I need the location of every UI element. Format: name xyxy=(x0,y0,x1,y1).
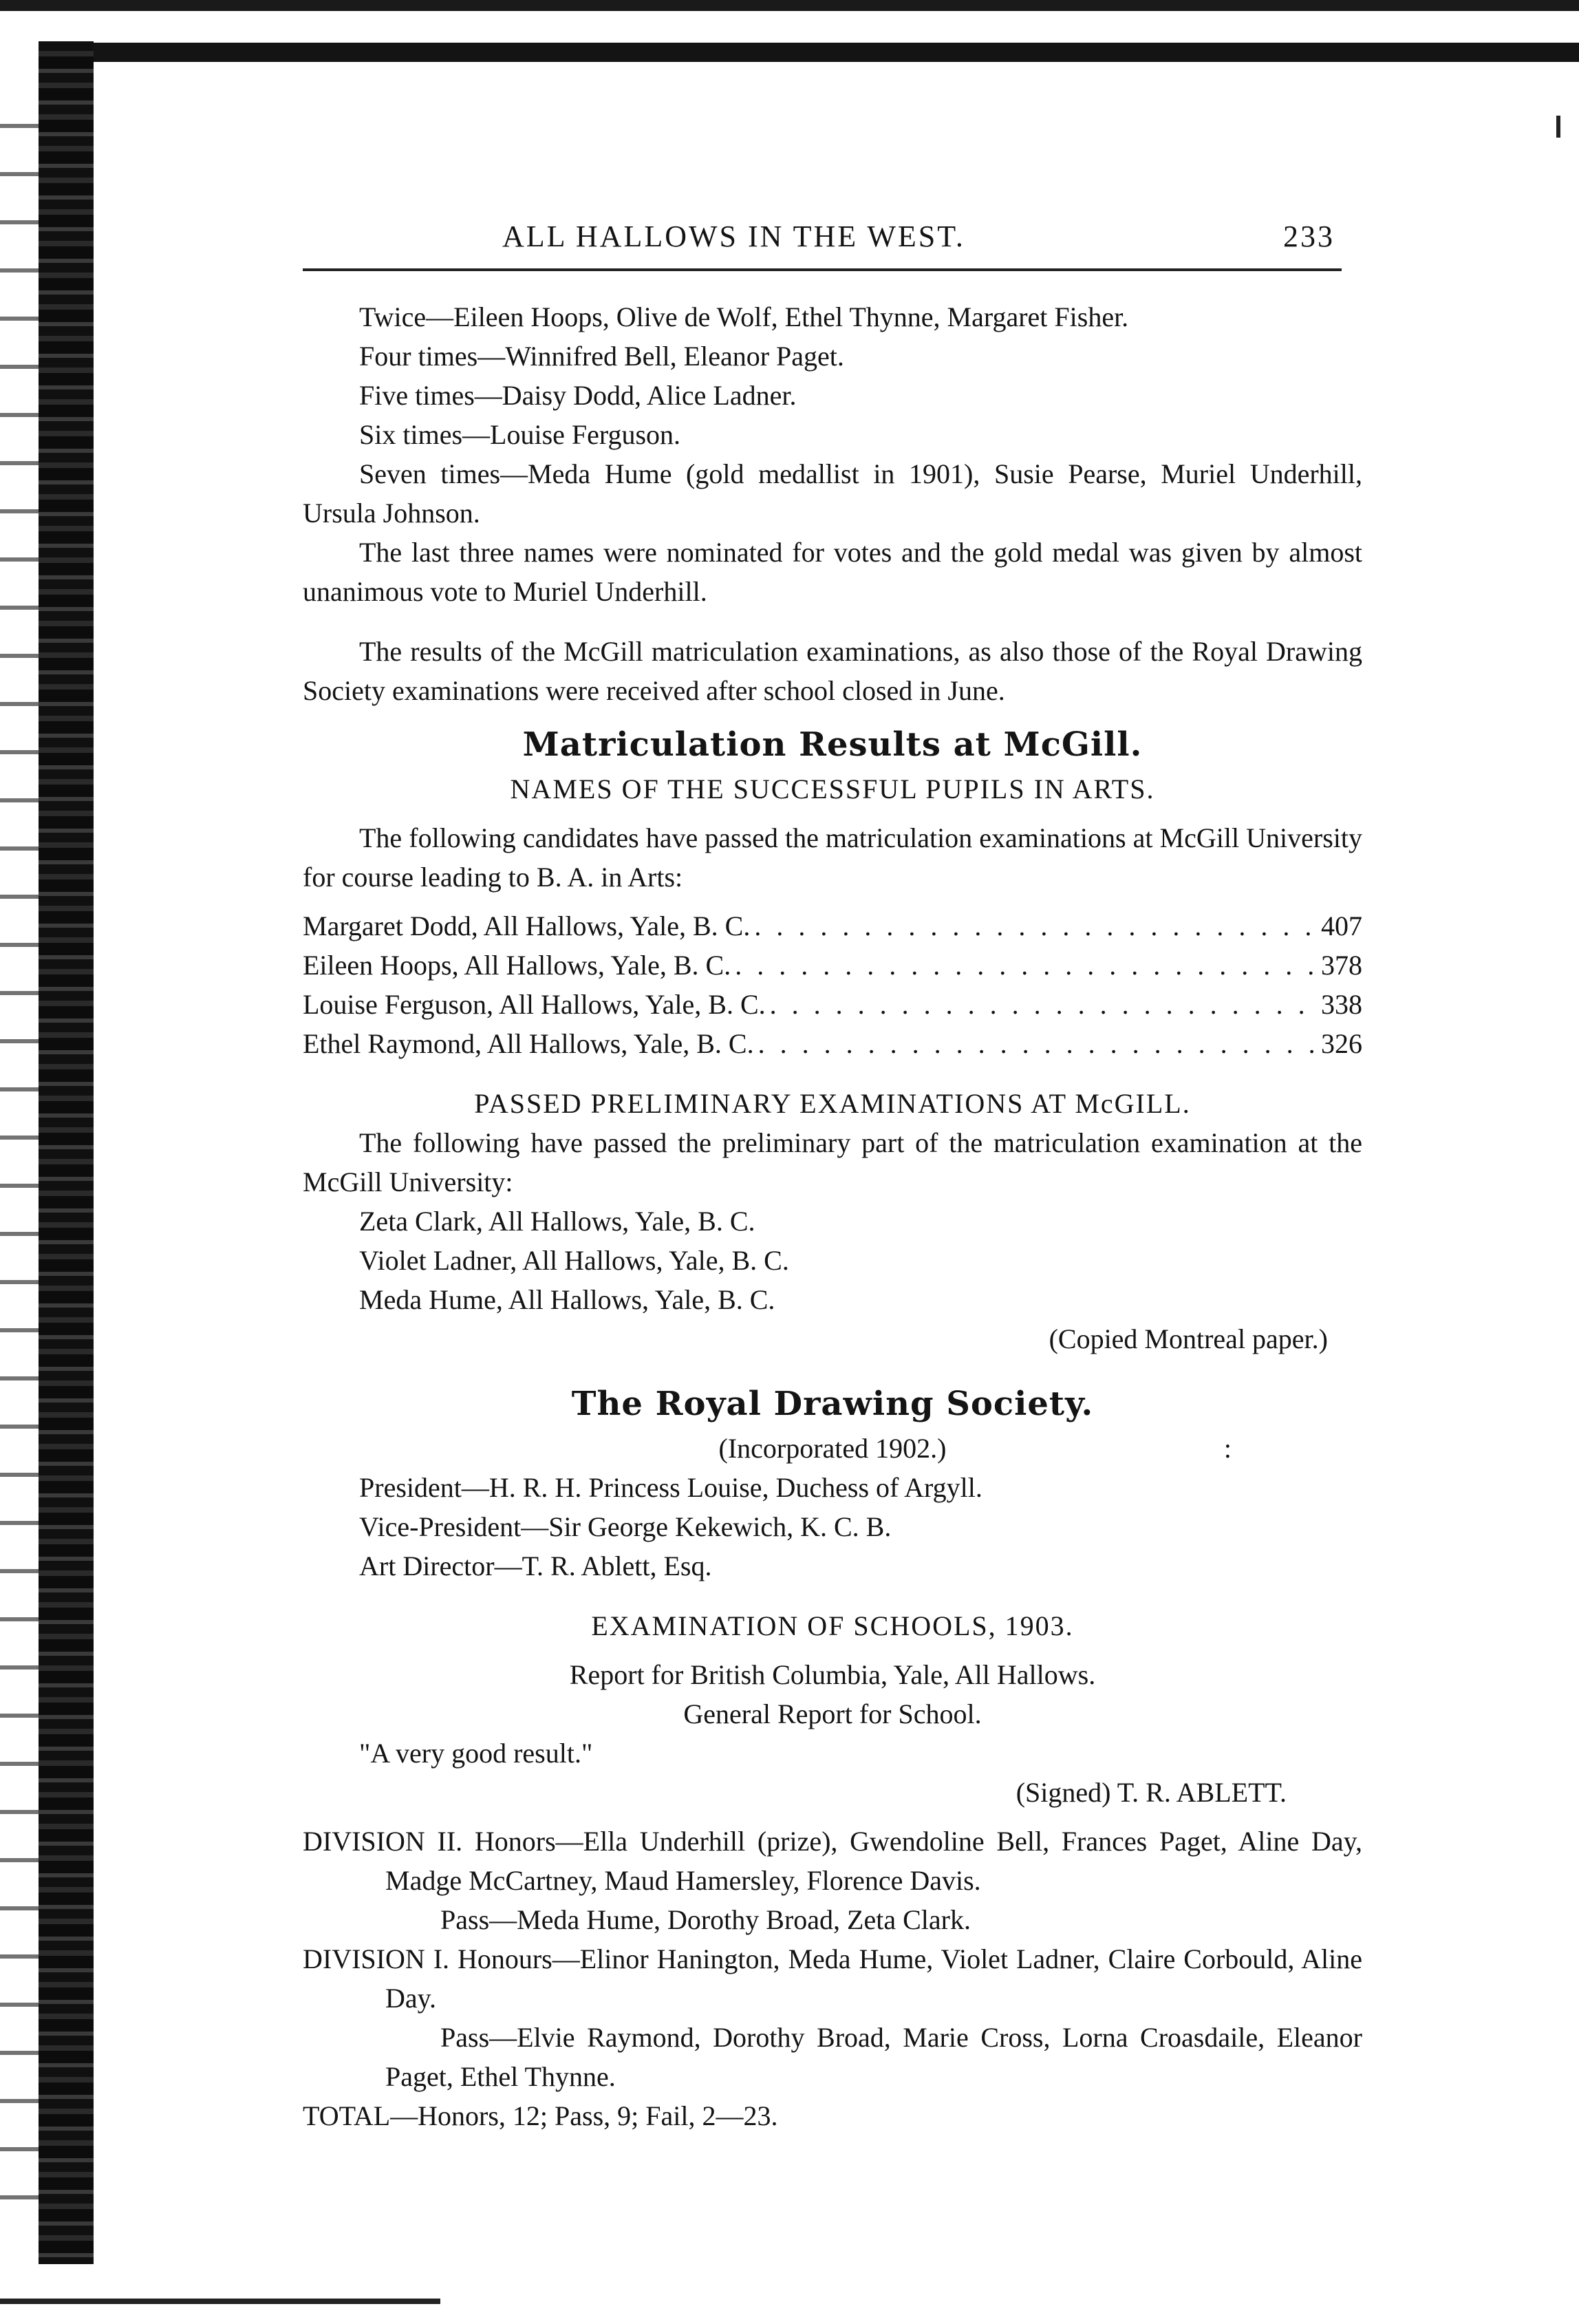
report-signature: (Signed) T. R. ABLETT. xyxy=(1016,1777,1287,1808)
running-header xyxy=(502,219,1335,260)
result-row xyxy=(303,1024,1362,1063)
book-spine-binding xyxy=(39,41,94,2264)
vote-line-seven: Seven times—Meda Hume (gold medallist in 1901), Susie Pearse, Muriel Underhill, Ursula Johnson. xyxy=(303,458,1362,529)
preliminary-section xyxy=(303,1084,1362,1358)
preliminary-name: Meda Hume, All Hallows, Yale, B. C. xyxy=(359,1284,775,1315)
page-number: 233 xyxy=(1283,220,1335,253)
matriculation-intro: The following candidates have passed the matriculation examinations at McGill University for course leading to B. A. in Arts: xyxy=(303,822,1362,893)
vote-conclusion: The last three names were nominated for votes and the gold medal was given by almost unanimous vote to Muriel Underhill. xyxy=(303,537,1362,607)
intro-paragraph: The results of the McGill matriculation examinations, as also those of the Royal Drawing Society examinations were received after school closed in June. xyxy=(303,636,1362,706)
general-report: General Report for School. xyxy=(683,1698,982,1729)
officer-vice-president: Vice-President—Sir George Kekewich, K. C. B. xyxy=(359,1511,892,1542)
division-i-honours: DIVISION I. Honours—Elinor Hanington, Meda Hume, Violet Ladner, Claire Corbould, Aline Day. xyxy=(303,1943,1362,2014)
officer-president: President—H. R. H. Princess Louise, Duchess of Argyll. xyxy=(359,1472,982,1503)
header-rule xyxy=(303,268,1342,271)
result-row xyxy=(303,985,1362,1024)
dot-leader xyxy=(735,946,1317,985)
examination-heading: EXAMINATION OF SCHOOLS, 1903. xyxy=(591,1610,1074,1641)
results-list xyxy=(303,906,1362,1063)
result-score: 338 xyxy=(1321,989,1362,1020)
matriculation-subheading: NAMES OF THE SUCCESSFUL PUPILS IN ARTS. xyxy=(510,774,1155,804)
dot-leader xyxy=(758,1024,1317,1063)
result-name: Ethel Raymond, All Hallows, Yale, B. C. xyxy=(303,1028,754,1059)
margin-mark: : xyxy=(1223,1433,1232,1464)
royal-drawing-heading: The Royal Drawing Society. xyxy=(571,1385,1094,1423)
preliminary-citation: (Copied Montreal paper.) xyxy=(1049,1323,1328,1354)
officer-art-director: Art Director—T. R. Ablett, Esq. xyxy=(359,1550,712,1581)
division-ii-honors: DIVISION II. Honors—Ella Underhill (prize), Gwendoline Bell, Frances Paget, Aline Day, Madge McCartney, Maud Hamersley, Florence Davis. xyxy=(303,1826,1362,1896)
royal-drawing-section xyxy=(303,1379,1362,1586)
report-quote: "A very good result." xyxy=(359,1738,593,1769)
preliminary-name: Zeta Clark, All Hallows, Yale, B. C. xyxy=(359,1206,755,1237)
scan-top-band xyxy=(48,43,1579,62)
scan-top-border xyxy=(0,0,1579,11)
division-ii-pass: Pass—Meda Hume, Dorothy Broad, Zeta Clark. xyxy=(440,1904,971,1935)
vote-line-four: Four times—Winnifred Bell, Eleanor Paget. xyxy=(359,341,844,372)
result-row xyxy=(303,946,1362,985)
incorporated-text: (Incorporated 1902.) xyxy=(718,1433,947,1464)
preliminary-intro: The following have passed the preliminary part of the matriculation examination at the McGill University: xyxy=(303,1127,1362,1197)
vote-line-five: Five times—Daisy Dodd, Alice Ladner. xyxy=(359,380,797,411)
vote-line-twice: Twice—Eileen Hoops, Olive de Wolf, Ethel Thynne, Margaret Fisher. xyxy=(359,301,1129,332)
binding-edge-shadow xyxy=(0,103,41,2237)
page-body xyxy=(303,297,1362,2135)
report-line: Report for British Columbia, Yale, All Hallows. xyxy=(569,1659,1096,1690)
result-name: Louise Ferguson, All Hallows, Yale, B. C. xyxy=(303,989,766,1020)
incorporated-line xyxy=(303,1429,1362,1468)
dot-leader xyxy=(770,985,1317,1024)
result-score: 326 xyxy=(1321,1028,1362,1059)
result-score: 407 xyxy=(1321,910,1362,941)
vote-line-six: Six times—Louise Ferguson. xyxy=(359,419,681,450)
result-row xyxy=(303,906,1362,946)
division-i-pass: Pass—Elvie Raymond, Dorothy Broad, Marie Cross, Lorna Croasdaile, Eleanor Paget, Ethel Thynne. xyxy=(385,2022,1362,2092)
result-score: 378 xyxy=(1321,950,1362,981)
examination-section xyxy=(303,1606,1362,2135)
matriculation-section xyxy=(303,720,1362,1063)
vote-tally xyxy=(303,297,1362,611)
preliminary-heading: PASSED PRELIMINARY EXAMINATIONS AT McGILL. xyxy=(474,1088,1191,1119)
running-title: ALL HALLOWS IN THE WEST. xyxy=(502,220,965,253)
result-name: Margaret Dodd, All Hallows, Yale, B. C. xyxy=(303,910,751,941)
preliminary-name: Violet Ladner, All Hallows, Yale, B. C. xyxy=(359,1245,789,1276)
exam-total: TOTAL—Honors, 12; Pass, 9; Fail, 2—23. xyxy=(303,2100,778,2131)
scan-bottom-rule xyxy=(0,2299,440,2304)
dot-leader xyxy=(754,906,1317,946)
scan-stray-mark xyxy=(1556,116,1560,138)
matriculation-heading: Matriculation Results at McGill. xyxy=(522,725,1143,764)
result-name: Eileen Hoops, All Hallows, Yale, B. C. xyxy=(303,950,731,981)
